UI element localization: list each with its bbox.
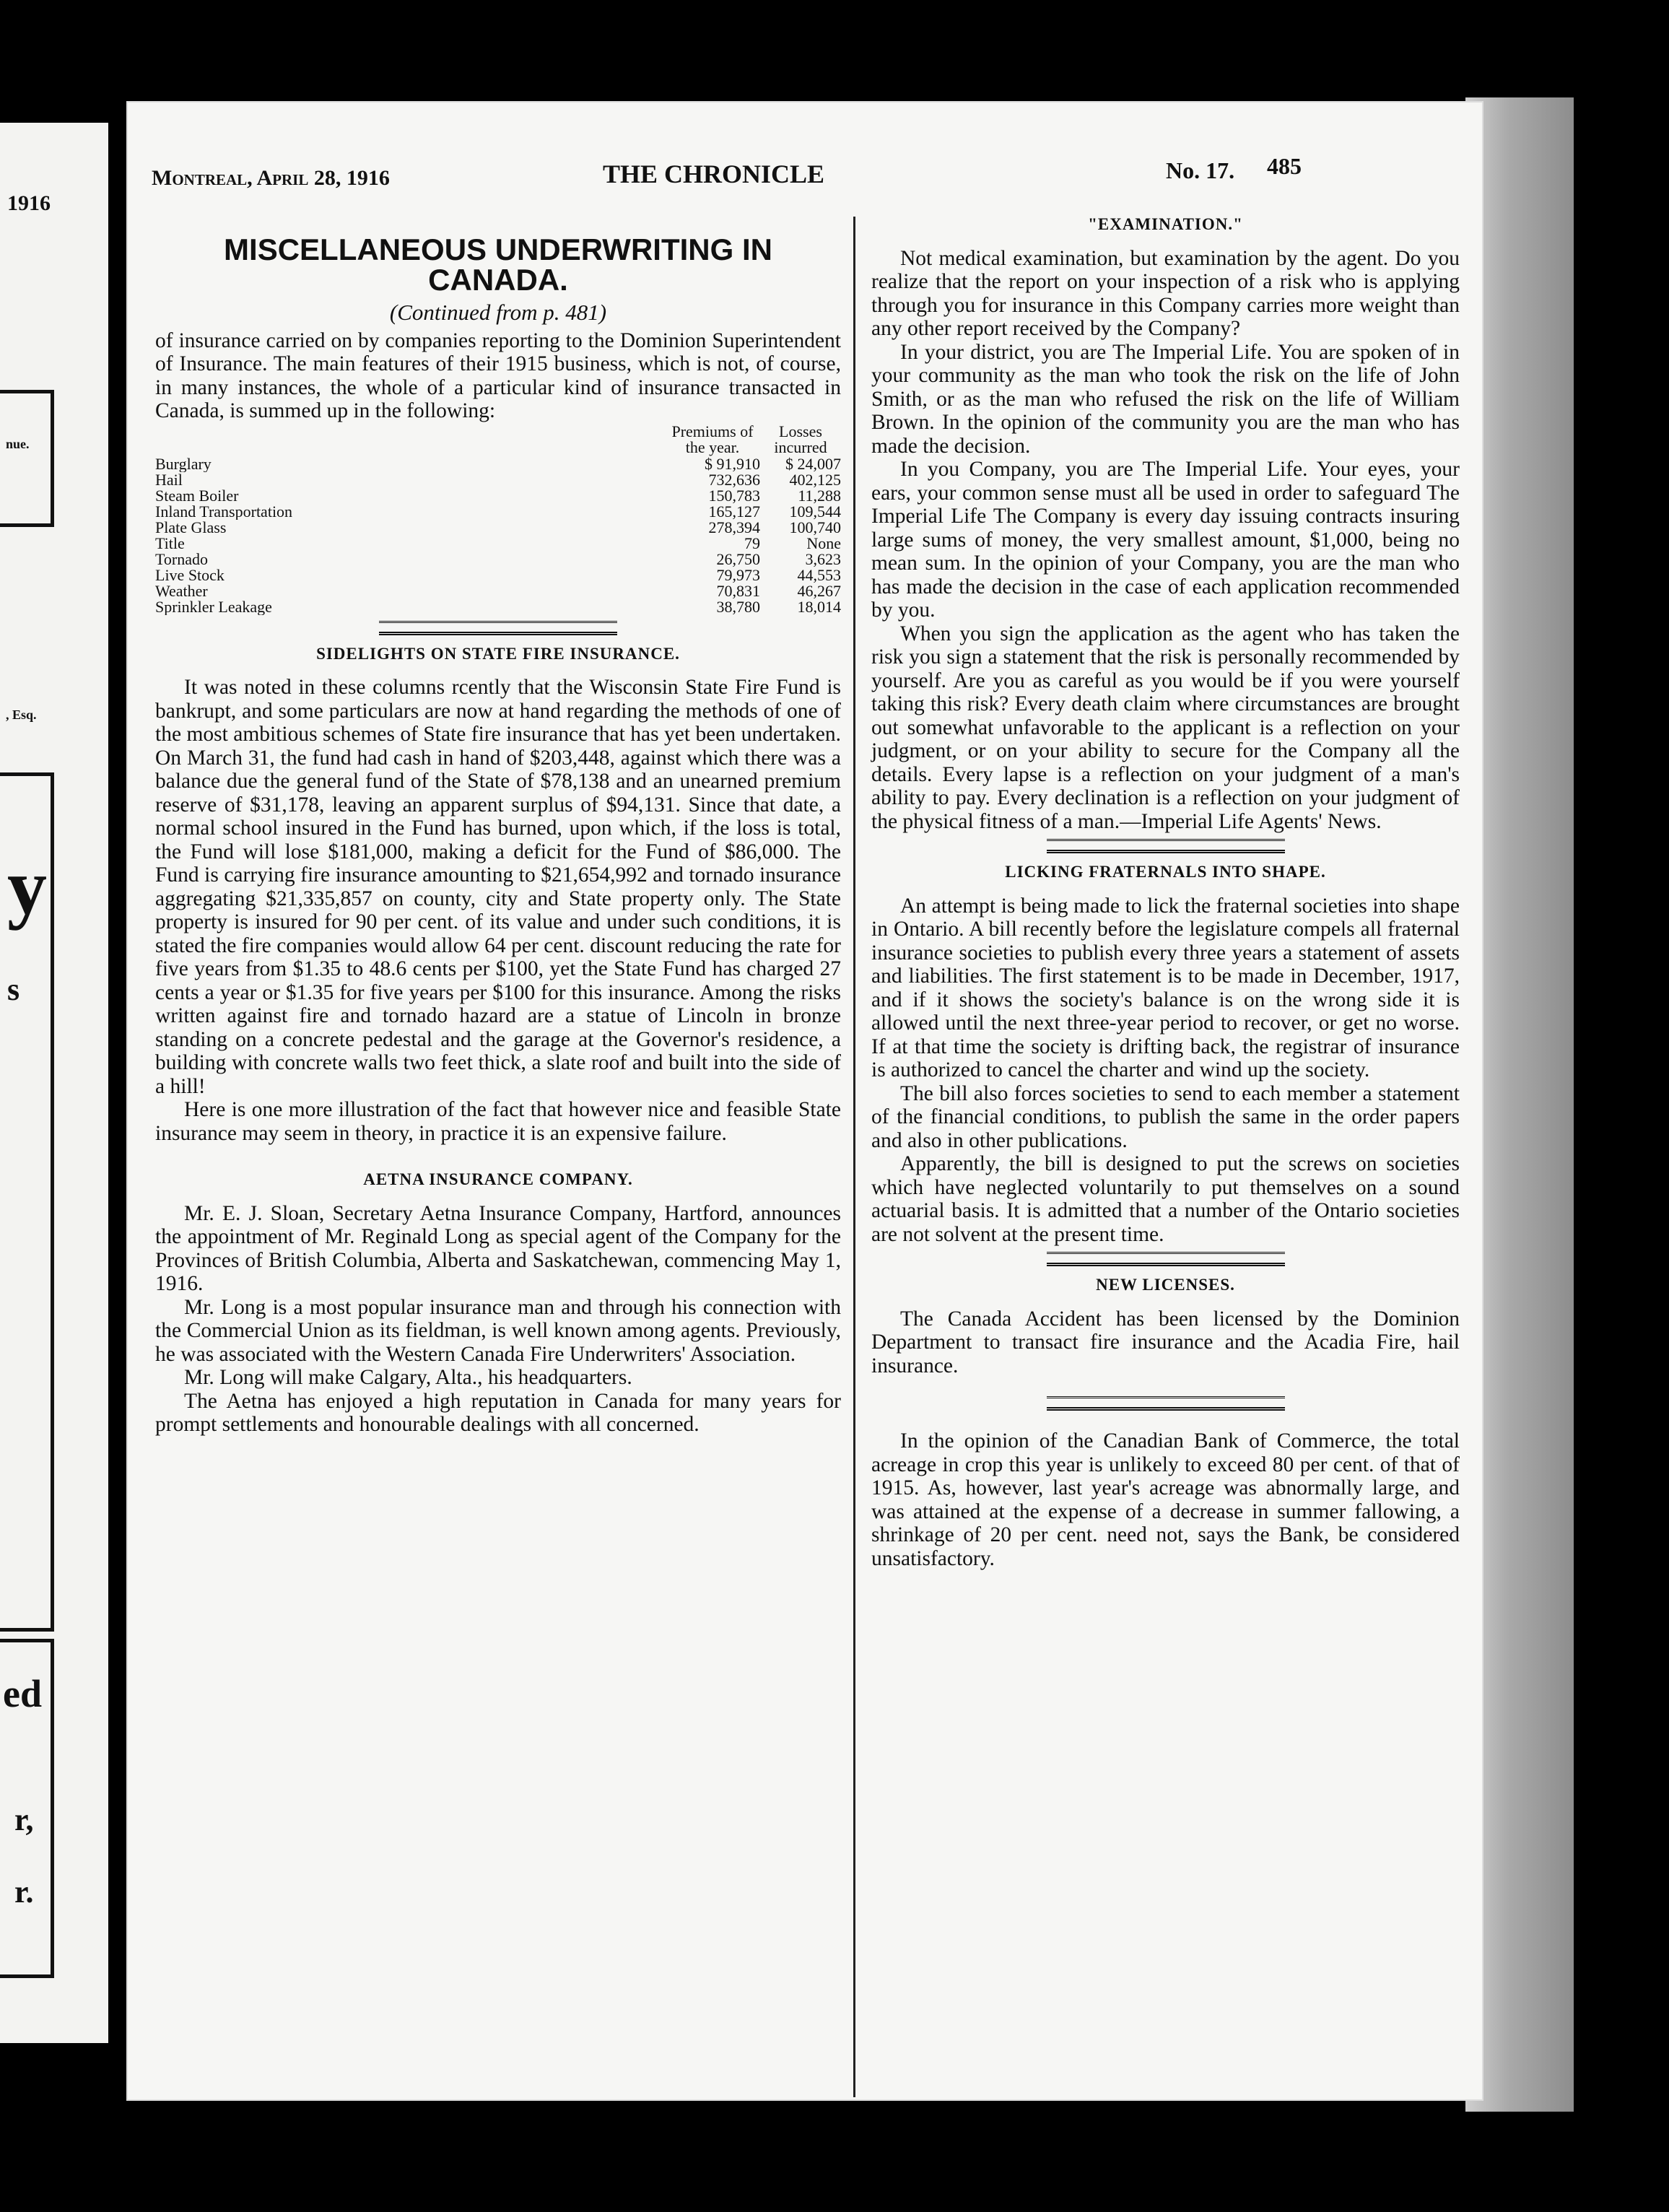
facing-page-fragment: s	[7, 972, 20, 1007]
header-number: No. 17.	[1166, 157, 1235, 183]
row-premiums: $ 91,910	[705, 454, 760, 473]
facing-page-fragment: r,	[14, 1802, 34, 1837]
newspaper-page	[126, 101, 1483, 2101]
section-divider	[1047, 1252, 1285, 1266]
fraternals-paragraph: Apparently, the bill is designed to put the screws on societies which have neglected voluntarily to put themselves on a sound actuarial basis. It is admitted that a number of the Ontario societies are not solvent at the present time.	[871, 1152, 1460, 1246]
row-category: Plate Glass	[155, 519, 227, 536]
running-header	[126, 152, 1483, 195]
sidelights-paragraph: Here is one more illustration of the fact that however nice and feasible State insurance may seem in theory, in practice it is an expensive failure.	[155, 1098, 841, 1145]
facing-page-fragment: nue.	[6, 437, 30, 451]
row-premiums: 79,973	[716, 565, 760, 584]
misc-article-title: MISCELLANEOUS UNDERWRITING IN CANADA.	[224, 232, 772, 297]
facing-page-fragment: , Esq.	[6, 707, 37, 722]
row-losses: 18,014	[797, 597, 841, 616]
table-row	[155, 583, 841, 599]
header-page-number: 485	[1267, 153, 1302, 179]
examination-paragraph: In your district, you are The Imperial Life. You are spoken of in your community as the man who took the risk on the life of John Smith, or as the man who refused the risk on the life of William Brown. In the opinion of the community you are the man who has made the decision.	[871, 340, 1460, 458]
row-losses: 109,544	[789, 502, 841, 521]
row-premiums: 732,636	[708, 470, 760, 489]
row-category: Hail	[155, 471, 183, 488]
row-category: Title	[155, 535, 185, 552]
aetna-paragraph: Mr. E. J. Sloan, Secretary Aetna Insurance Company, Hartford, announces the appointment of Mr. Reginald Long as special agent of the Company for the Provinces of British Columbia, Alberta and Saskatchewan, commencing May 1, 1916.	[155, 1201, 841, 1295]
table-row	[155, 567, 841, 583]
table-row	[155, 504, 841, 520]
row-premiums: 79	[744, 534, 760, 552]
facing-page-fragment: r.	[14, 1874, 34, 1910]
row-premiums: 26,750	[716, 549, 760, 568]
row-premiums: 150,783	[708, 486, 760, 505]
row-premiums: 165,127	[708, 502, 760, 521]
row-losses: 402,125	[789, 470, 841, 489]
row-losses: 46,267	[797, 581, 841, 600]
misc-intro: of insurance carried on by companies reporting to the Dominion Superintendent of Insurance. The main features of their 1915 business, which is not, of course, in many instances, the whole of a particular kind of insurance transacted in Canada, is summed up in the following:	[155, 328, 841, 422]
row-losses: 3,623	[805, 549, 841, 568]
examination-title: "EXAMINATION."	[1088, 215, 1243, 233]
row-losses: None	[806, 534, 841, 552]
premiums-table	[155, 423, 841, 615]
row-category: Sprinkler Leakage	[155, 598, 272, 615]
facing-page	[0, 123, 108, 2043]
aetna-title: AETNA INSURANCE COMPANY.	[363, 1170, 633, 1188]
section-divider	[379, 621, 617, 635]
column-rule	[853, 217, 855, 2097]
row-category: Burglary	[155, 456, 212, 472]
table-row	[155, 520, 841, 536]
row-losses: $ 24,007	[785, 454, 841, 473]
table-row	[155, 488, 841, 504]
sidelights-paragraph: It was noted in these columns rcently that the Wisconsin State Fire Fund is bankrupt, and some particulars are now at hand regarding the methods of one of the most ambitious schemes of State fire insurance that has yet been undertaken. On March 31, the fund had cash in hand of $203,448, against which there was a balance due the general fund of the State of $78,138 and an unearned premium reserve of $31,178, leaving an apparent surplus of $94,131. Since that date, a normal school insured in the Fund has burned, upon which, if the loss is total, the Fund will lose $181,000, making a deficit for the Fund of $86,000. The Fund is carrying fire insurance amounting to $21,654,992 and tornado insurance aggregating $21,335,857 on county, city and State property only. The State property is insured for 90 per cent. of its value and under such conditions, it is stated the fire companies would allow 64 per cent. discount reducing the rate for five years from $1.35 to 48.6 cents per $100, yet the State Fund has charged 27 cents a year or $1.35 for five years per $100 for this insurance. Among the risks written against fire and tornado hazard are a statue of Lincoln in bronze standing on a concrete pedestal and the garage at the Governor's residence, a building with concrete walls two feet thick, a slate roof and built into the side of a hill!	[155, 676, 841, 1098]
header-title: THE CHRONICLE	[603, 160, 825, 188]
header-place-date: Montreal, April 28, 1916	[152, 166, 390, 190]
examination-paragraph: Not medical examination, but examination by the agent. Do you realize that the report on your inspection of a risk who is applying through you for insurance in this Company carries more weight than any other report received by the Company?	[871, 246, 1460, 340]
facing-page-year: 1916	[7, 191, 51, 215]
aetna-paragraph: Mr. Long will make Calgary, Alta., his headquarters.	[184, 1366, 632, 1389]
sidelights-title: SIDELIGHTS ON STATE FIRE INSURANCE.	[316, 644, 680, 663]
bank-paragraph: In the opinion of the Canadian Bank of Commerce, the total acreage in crop this year is unlikely to exceed 80 per cent. of that of 1915. As, however, last year's acreage was abnormally large, and was attained at the expense of a decrease in summer fallowing, a shrinkage of 20 per cent. need not, says the Bank, be considered unsatisfactory.	[871, 1429, 1460, 1570]
row-premiums: 70,831	[716, 581, 760, 600]
facing-page-fragment: y	[7, 842, 47, 931]
table-row	[155, 599, 841, 615]
left-column	[155, 232, 841, 1437]
row-category: Live Stock	[155, 567, 225, 583]
facing-page-fragment: ed	[3, 1672, 42, 1715]
section-divider	[1047, 1396, 1285, 1411]
aetna-paragraph: Mr. Long is a most popular insurance man and through his connection with the Commercial Union as its fieldman, is well known among agents. Previously, he was associated with the Western Canada Fire Underwriters' Association.	[155, 1295, 841, 1366]
fraternals-title: LICKING FRATERNALS INTO SHAPE.	[1005, 863, 1326, 881]
row-category: Weather	[155, 583, 208, 599]
table-row	[155, 456, 841, 472]
row-losses: 11,288	[798, 486, 841, 505]
examination-paragraph: When you sign the application as the agent who has taken the risk you sign a statement that the risk is personally recommended by yourself. Are you as careful as you would be if you were yourself taking this risk? Every death claim where circumstances are brought out somewhat unfavorable to the applicant is a reflection on your judgment, or on your ability to secure for the Company all the details. Every lapse is a reflection on your judgment of a man's ability to pay. Every declination is a reflection on your judgment of the physical fitness of a man.—Imperial Life Agents' News.	[871, 622, 1460, 833]
premiums-header: Premiums of the year.	[671, 422, 754, 456]
row-losses: 44,553	[797, 565, 841, 584]
table-row	[155, 552, 841, 567]
section-divider	[1047, 839, 1285, 853]
row-losses: 100,740	[789, 518, 841, 536]
facing-page-box-3	[0, 1639, 54, 1978]
table-row	[155, 536, 841, 552]
licenses-title: NEW LICENSES.	[1096, 1276, 1235, 1294]
right-column	[871, 213, 1460, 1570]
table-row	[155, 472, 841, 488]
aetna-paragraph: The Aetna has enjoyed a high reputation in Canada for many years for prompt settlements and honourable dealings with all concerned.	[155, 1389, 841, 1436]
fraternals-paragraph: The bill also forces societies to send to each member a statement of the financial conditions, to publish the same in the order papers and also in other publications.	[871, 1081, 1460, 1152]
row-category: Inland Transportation	[155, 503, 293, 520]
losses-header: Losses incurred	[774, 422, 827, 456]
row-category: Tornado	[155, 551, 208, 567]
misc-continued-note: (Continued from p. 481)	[389, 300, 607, 325]
licenses-paragraph: The Canada Accident has been licensed by the Dominion Department to transact fire insurance and the Acadia Fire, hail insurance.	[871, 1307, 1460, 1377]
facing-page-box-2	[0, 772, 54, 1632]
row-premiums: 38,780	[716, 597, 760, 616]
row-premiums: 278,394	[708, 518, 760, 536]
fraternals-paragraph: An attempt is being made to lick the fraternal societies into shape in Ontario. A bill recently before the legislature compels all fraternal insurance societies to publish every three years a statement of assets and liabilities. The first statement is to be made in December, 1917, and if it shows the society's balance is on the wrong side it is allowed until the next three-year period to recover, or get no worse. If at that time the society is drifting back, the registrar of insurance is authorized to cancel the charter and wind up the society.	[871, 894, 1460, 1081]
row-category: Steam Boiler	[155, 487, 239, 504]
facing-page-box-1	[0, 390, 54, 527]
examination-paragraph: In you Company, you are The Imperial Life. Your eyes, your ears, your common sense must all be used in order to safeguard The Imperial Life The Company is every day issuing contracts insuring large sums of money, the very smallest amount, $1,000, being no mean sum. In the opinion of your Company, you are the man who has made the decision in the case of each application recommended by you.	[871, 458, 1460, 622]
